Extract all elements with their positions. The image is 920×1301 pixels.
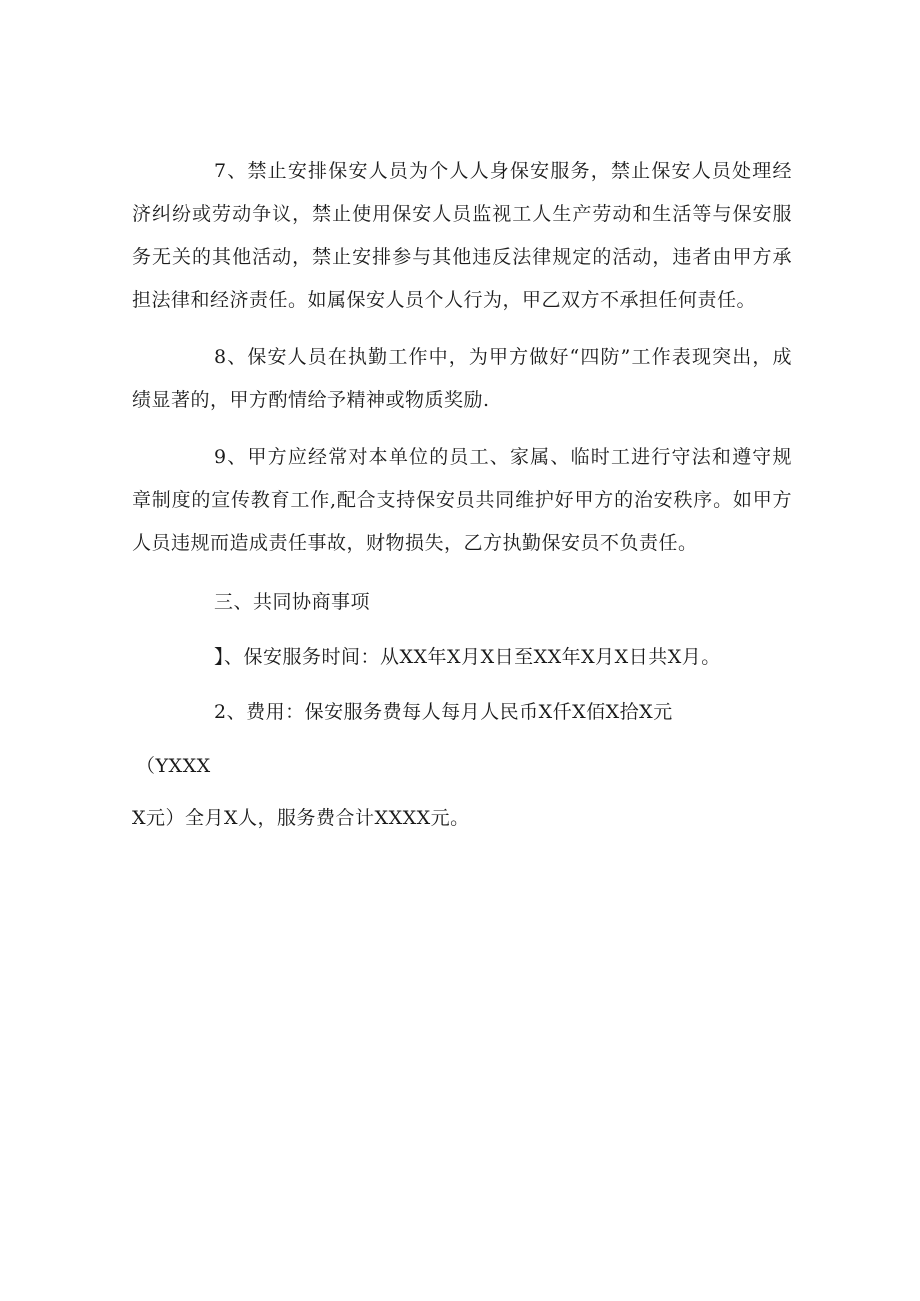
fee-total-line: X元）全月X人，服务费合计XXXX元。: [132, 807, 470, 829]
clause-7-paragraph: 7、禁止安排保安人员为个人人身保安服务，禁止保安人员处理经济纠纷或劳动争议，禁止使用保安人员监视工人生产劳动和生活等与保安服务无关的其他活动，禁止安排参与其他违反法律规定的活动，违者由甲方承担法律和经济责任。如属保安人员个人行为，甲乙双方不承担任何责任。: [132, 160, 792, 311]
fee-paragraph: 2、费用：保安服务费每人每月人民币X仟X佰X拾X元: [214, 701, 673, 723]
fee-amount-line: （YXXX: [136, 755, 211, 777]
clause-8-paragraph: 8、保安人员在执勤工作中，为甲方做好“四防”工作表现突出，成绩显著的，甲方酌情给予精神或物质奖励.: [132, 346, 792, 411]
document-body: [132, 150, 792, 840]
service-time-paragraph: 】、保安服务时间：从XX年X月X日至XX年X月X日共X月。: [214, 646, 721, 668]
section-three-heading: 三、共同协商事项: [214, 591, 371, 613]
clause-9-paragraph: 9、甲方应经常对本单位的员工、家属、临时工进行守法和遵守规章制度的宣传教育工作,配合支持保安员共同维护好甲方的治安秩序。如甲方人员违规而造成责任事故，财物损失，乙方执勤保安员不负责任。: [132, 446, 792, 554]
